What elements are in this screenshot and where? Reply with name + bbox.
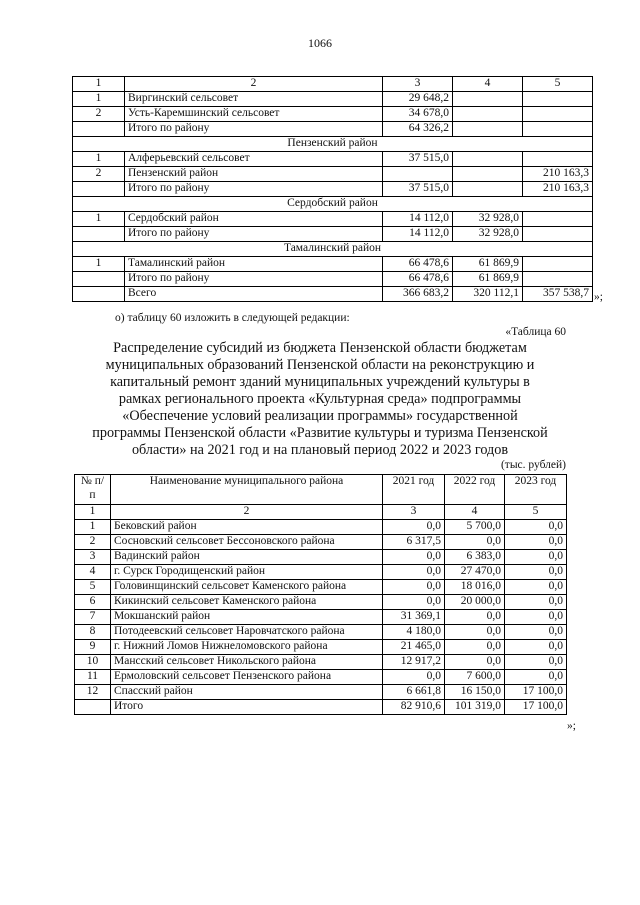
table-cell: 37 515,0 <box>383 182 453 197</box>
table-cell: 210 163,3 <box>523 167 593 182</box>
table-row <box>75 550 567 565</box>
table-cell: 2 <box>73 107 125 122</box>
table-title <box>70 340 570 459</box>
header-2021: 2021 год <box>383 475 445 505</box>
table-cell: г. Сурск Городищенский район <box>111 565 383 580</box>
table-cell: Вадинский район <box>111 550 383 565</box>
table-cell: Усть-Каремшинский сельсовет <box>125 107 383 122</box>
table-cell: 210 163,3 <box>523 182 593 197</box>
appendix-table-continuation <box>72 76 593 302</box>
header-district-name: Наименование муниципального района <box>111 475 383 505</box>
table-cell <box>73 287 125 302</box>
table-cell: 0,0 <box>383 580 445 595</box>
table-cell: 29 648,2 <box>383 92 453 107</box>
table-cell <box>453 152 523 167</box>
table-cell: 0,0 <box>383 670 445 685</box>
table-cell <box>523 107 593 122</box>
section-label: Тамалинский район <box>73 242 593 257</box>
header-cell: 5 <box>523 77 593 92</box>
title-line: капитальный ремонт зданий муниципальных учреждений культуры в <box>110 374 530 390</box>
table-cell: 0,0 <box>505 535 567 550</box>
table-cell <box>383 167 453 182</box>
table-cell: 6 383,0 <box>445 550 505 565</box>
table-row <box>73 167 593 182</box>
total-cell: 101 319,0 <box>445 700 505 715</box>
table-cell: 14 112,0 <box>383 212 453 227</box>
table-cell: Алферьевский сельсовет <box>125 152 383 167</box>
table-cell: 8 <box>75 625 111 640</box>
table-row <box>73 227 593 242</box>
table-cell: 0,0 <box>505 580 567 595</box>
table-cell: 1 <box>73 92 125 107</box>
header-number: № п/п <box>75 475 111 505</box>
table-cell <box>73 182 125 197</box>
header-2023: 2023 год <box>505 475 567 505</box>
table-cell: 0,0 <box>505 670 567 685</box>
table-cell: 9 <box>75 640 111 655</box>
table-cell: 0,0 <box>505 550 567 565</box>
table-cell: Виргинский сельсовет <box>125 92 383 107</box>
table-cell: Итого по району <box>125 227 383 242</box>
total-cell: 82 910,6 <box>383 700 445 715</box>
table-row <box>75 625 567 640</box>
table-cell: 320 112,1 <box>453 287 523 302</box>
index-cell: 4 <box>445 505 505 520</box>
table-cell: 6 <box>75 595 111 610</box>
table-row <box>75 520 567 535</box>
table-cell: Мансский сельсовет Никольского района <box>111 655 383 670</box>
table-cell: 11 <box>75 670 111 685</box>
table-cell: Итого по району <box>125 272 383 287</box>
total-cell: Итого <box>111 700 383 715</box>
header-row <box>75 475 567 505</box>
table-cell: 0,0 <box>505 520 567 535</box>
table-cell: 37 515,0 <box>383 152 453 167</box>
table-cell: 18 016,0 <box>445 580 505 595</box>
table-cell: 0,0 <box>445 535 505 550</box>
table-row <box>73 182 593 197</box>
table-cell: 12 <box>75 685 111 700</box>
index-cell: 1 <box>75 505 111 520</box>
table-cell: 2 <box>75 535 111 550</box>
total-cell <box>75 700 111 715</box>
table-cell: 0,0 <box>505 595 567 610</box>
header-cell: 4 <box>453 77 523 92</box>
table-cell: 0,0 <box>383 550 445 565</box>
table-cell: 20 000,0 <box>445 595 505 610</box>
table-cell: 0,0 <box>445 655 505 670</box>
table-cell: 0,0 <box>505 640 567 655</box>
table-cell: Мокшанский район <box>111 610 383 625</box>
header-cell: 2 <box>125 77 383 92</box>
title-line: Распределение субсидий из бюджета Пензенской области бюджетам <box>113 340 527 356</box>
section-row <box>73 242 593 257</box>
table-cell: 1 <box>73 212 125 227</box>
title-line: «Обеспечение условий реализации программы» государственной <box>122 408 518 424</box>
header-cell: 3 <box>383 77 453 92</box>
table-row <box>73 152 593 167</box>
table-cell: 32 928,0 <box>453 227 523 242</box>
table-cell: Ермоловский сельсовет Пензенского района <box>111 670 383 685</box>
header-row <box>73 77 593 92</box>
table-cell: Спасский район <box>111 685 383 700</box>
units-label: (тыс. рублей) <box>500 459 566 471</box>
table-cell: Бековский район <box>111 520 383 535</box>
section-row <box>73 197 593 212</box>
table-cell: 34 678,0 <box>383 107 453 122</box>
table-cell: 0,0 <box>445 610 505 625</box>
table-row <box>75 535 567 550</box>
table-cell: 0,0 <box>505 565 567 580</box>
table-cell <box>523 257 593 272</box>
table-cell: 5 700,0 <box>445 520 505 535</box>
table-cell: 6 317,5 <box>383 535 445 550</box>
table-cell <box>523 152 593 167</box>
title-line: муниципальных образований Пензенской области на реконструкцию и <box>105 357 535 373</box>
table-cell: 0,0 <box>505 610 567 625</box>
table-cell: Потодеевский сельсовет Наровчатского района <box>111 625 383 640</box>
table-row <box>75 565 567 580</box>
subsidy-distribution-table <box>74 474 567 715</box>
title-line: области» на 2021 год и на плановый период 2022 и 2023 годов <box>131 442 509 458</box>
table-cell: 0,0 <box>445 625 505 640</box>
table-row <box>75 655 567 670</box>
table-cell: 366 683,2 <box>383 287 453 302</box>
table-label: «Таблица 60 <box>505 326 566 338</box>
table-row <box>75 580 567 595</box>
title-line: рамках регионального проекта «Культурная среда» подпрограммы <box>118 391 522 407</box>
title-line: программы Пензенской области «Развитие культуры и туризма Пензенской <box>92 425 548 441</box>
table-cell: 5 <box>75 580 111 595</box>
table-cell: 66 478,6 <box>383 257 453 272</box>
table-cell: 0,0 <box>505 655 567 670</box>
table-cell: 7 600,0 <box>445 670 505 685</box>
section-label: Сердобский район <box>73 197 593 212</box>
table-cell: 0,0 <box>445 640 505 655</box>
table-cell: 1 <box>75 520 111 535</box>
table-cell: 3 <box>75 550 111 565</box>
table-row <box>75 670 567 685</box>
table-cell: 1 <box>73 257 125 272</box>
table-cell: 0,0 <box>383 595 445 610</box>
index-cell: 3 <box>383 505 445 520</box>
table-row <box>73 107 593 122</box>
table-cell: 0,0 <box>383 520 445 535</box>
table-cell: 27 470,0 <box>445 565 505 580</box>
table-closing-mark: »; <box>594 291 603 303</box>
table-cell: Сердобский район <box>125 212 383 227</box>
table-cell: г. Нижний Ломов Нижнеломовского района <box>111 640 383 655</box>
index-cell: 5 <box>505 505 567 520</box>
table-cell <box>73 272 125 287</box>
table-cell <box>73 122 125 137</box>
table-cell: Тамалинский район <box>125 257 383 272</box>
header-cell: 1 <box>73 77 125 92</box>
table-cell: 64 326,2 <box>383 122 453 137</box>
table-row <box>75 610 567 625</box>
table-cell: 2 <box>73 167 125 182</box>
table-cell: Кикинский сельсовет Каменского района <box>111 595 383 610</box>
table-cell: Итого по району <box>125 182 383 197</box>
table-cell: 66 478,6 <box>383 272 453 287</box>
table-cell <box>453 182 523 197</box>
table-cell: Всего <box>125 287 383 302</box>
table-cell: 31 369,1 <box>383 610 445 625</box>
table-cell: 1 <box>73 152 125 167</box>
table-row <box>73 122 593 137</box>
amendment-note: о) таблицу 60 изложить в следующей редакции: <box>115 312 350 324</box>
table-row <box>75 595 567 610</box>
table-row <box>75 640 567 655</box>
table-cell <box>523 212 593 227</box>
table-cell: 6 661,8 <box>383 685 445 700</box>
table-cell <box>523 92 593 107</box>
column-index-row <box>75 505 567 520</box>
section-label: Пензенский район <box>73 137 593 152</box>
table-cell: 12 917,2 <box>383 655 445 670</box>
table-cell <box>453 92 523 107</box>
table-cell: Головинщинский сельсовет Каменского района <box>111 580 383 595</box>
table-cell <box>523 122 593 137</box>
table-cell: Сосновский сельсовет Бессоновского района <box>111 535 383 550</box>
table-row <box>73 92 593 107</box>
table-cell: 0,0 <box>383 565 445 580</box>
table-cell: 10 <box>75 655 111 670</box>
table-cell: 16 150,0 <box>445 685 505 700</box>
table-cell: 17 100,0 <box>505 685 567 700</box>
table-cell: 61 869,9 <box>453 272 523 287</box>
table-row <box>73 272 593 287</box>
index-cell: 2 <box>111 505 383 520</box>
table-cell: 21 465,0 <box>383 640 445 655</box>
table-cell <box>523 227 593 242</box>
table-row <box>73 287 593 302</box>
table-cell: 0,0 <box>505 625 567 640</box>
table-row <box>73 257 593 272</box>
section-row <box>73 137 593 152</box>
table-cell: 61 869,9 <box>453 257 523 272</box>
table-cell: 357 538,7 <box>523 287 593 302</box>
table-cell: Пензенский район <box>125 167 383 182</box>
table-cell <box>523 272 593 287</box>
table-cell <box>453 107 523 122</box>
table-cell: Итого по району <box>125 122 383 137</box>
page-number: 1066 <box>308 36 332 50</box>
table-cell <box>73 227 125 242</box>
table-cell <box>453 122 523 137</box>
table-row <box>75 685 567 700</box>
total-row <box>75 700 567 715</box>
table-cell: 7 <box>75 610 111 625</box>
table-cell: 4 180,0 <box>383 625 445 640</box>
table-row <box>73 212 593 227</box>
table-cell: 14 112,0 <box>383 227 453 242</box>
table-cell <box>453 167 523 182</box>
total-cell: 17 100,0 <box>505 700 567 715</box>
table-closing-mark: »; <box>567 720 576 732</box>
table-cell: 4 <box>75 565 111 580</box>
header-2022: 2022 год <box>445 475 505 505</box>
table-cell: 32 928,0 <box>453 212 523 227</box>
